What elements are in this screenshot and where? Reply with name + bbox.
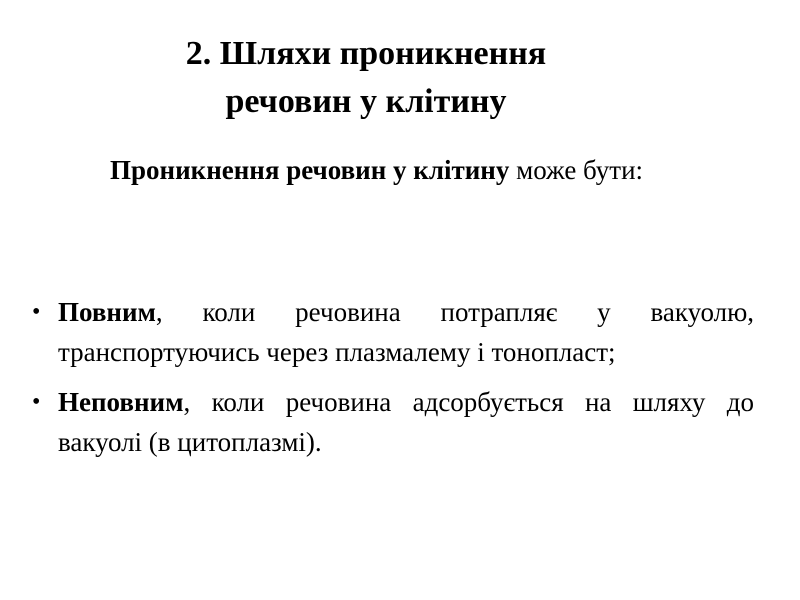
bullet-icon: • xyxy=(32,299,41,325)
intro-bold-text: Проникнення речовин у клітину xyxy=(110,155,510,185)
intro-paragraph xyxy=(58,150,754,190)
bullet-bold-text: Повним xyxy=(58,297,156,327)
title-line-1: 2. Шляхи проникнення xyxy=(185,35,547,72)
title-line-2: речовин у клітину xyxy=(225,83,507,120)
list-item xyxy=(28,382,754,462)
intro-text: може бути: xyxy=(509,155,644,185)
bullet-list xyxy=(28,292,754,472)
bullet-text: , коли речовина потрапляє у вакуолю, транспортуючись через плазмалему і тонопласт; xyxy=(58,297,754,367)
bullet-bold-text: Неповним xyxy=(58,387,184,417)
bullet-icon: • xyxy=(32,389,41,415)
slide-title xyxy=(96,30,636,126)
list-item xyxy=(28,292,754,372)
bullet-text: , коли речовина адсорбується на шляху до вакуолі (в цитоплазмі). xyxy=(58,387,754,457)
